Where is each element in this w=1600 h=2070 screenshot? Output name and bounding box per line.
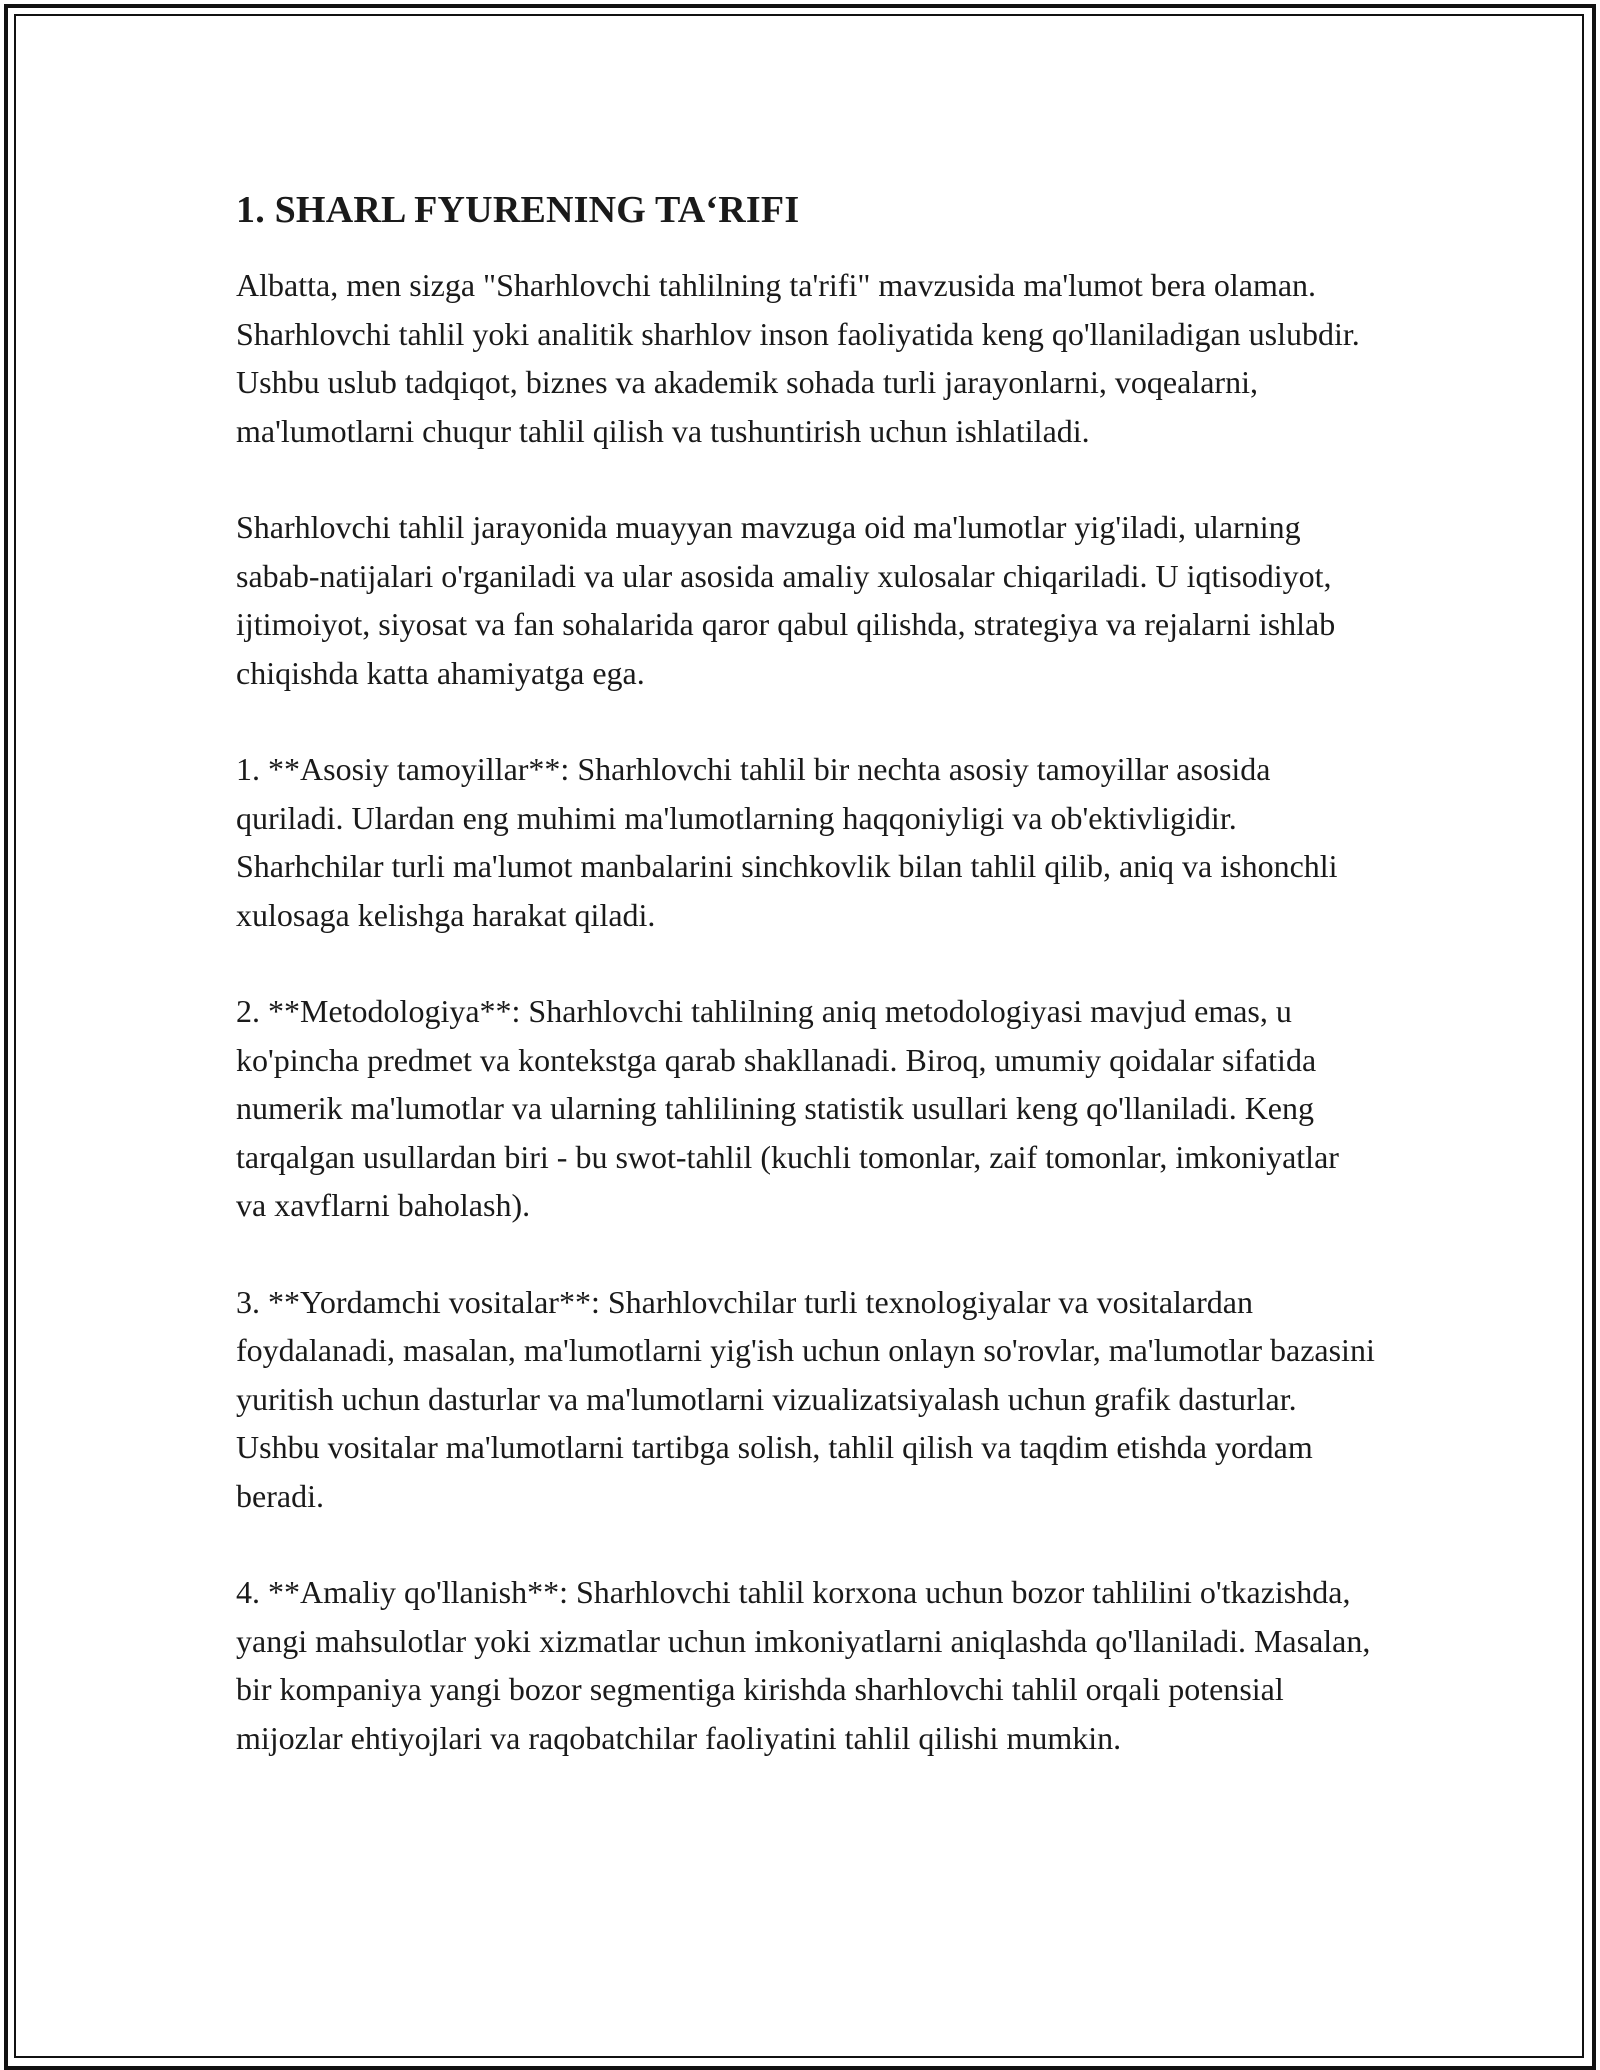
intro-paragraph: Albatta, men sizga "Sharhlovchi tahlilning ta'rifi" mavzusida ma'lumot bera olaman. Sharhlovchi tahlil yoki analitik sharhlov inson faoliyatida keng qo'llaniladigan uslubdir. Ushbu uslub tadqiqot, biznes va akademik sohada turli jarayonlarni, voqealarni, ma'lumotlarni chuqur tahlil qilish va tushuntirish uchun ishlatiladi. [236, 267, 1360, 449]
principles-paragraph: 1. **Asosiy tamoyillar**: Sharhlovchi tahlil bir nechta asosiy tamoyillar asosida quriladi. Ulardan eng muhimi ma'lumotlarning haqqoniyligi va ob'ektivligidir. Sharhchilar turli ma'lumot manbalarini sinchkovlik bilan tahlil qilib, aniq va ishonchli xulosaga kelishga harakat qiladi. [236, 751, 1338, 933]
page-title: 1. SHARL FYURENING TA‘RIFI [236, 189, 800, 231]
application-paragraph: 4. **Amaliy qo'llanish**: Sharhlovchi tahlil korxona uchun bozor tahlilini o'tkazishda, yangi mahsulotlar yoki xizmatlar uchun imkoniyatlarni aniqlashda qo'llaniladi. Masalan, bir kompaniya yangi bozor segmentiga kirishda sharhlovchi tahlil orqali potensial mijozlar ehtiyojlari va raqobatchilar faoliyatini tahlil qilishi mumkin. [236, 1574, 1371, 1756]
methodology-paragraph: 2. **Metodologiya**: Sharhlovchi tahlilning aniq metodologiyasi mavjud emas, u ko'pincha predmet va kontekstga qarab shakllanadi. Biroq, umumiy qoidalar sifatida numerik ma'lumotlar va ularning tahlilining statistik usullari keng qo'llaniladi. Keng tarqalgan usullardan biri - bu swot-tahlil (kuchli tomonlar, zaif tomonlar, imkoniyatlar va xavflarni baholash). [236, 993, 1339, 1223]
tools-paragraph: 3. **Yordamchi vositalar**: Sharhlovchilar turli texnologiyalar va vositalardan foydalanadi, masalan, ma'lumotlarni yig'ish uchun onlayn so'rovlar, ma'lumotlar bazasini yuritish uchun dasturlar va ma'lumotlarni vizualizatsiyalash uchun grafik dasturlar. Ushbu vositalar ma'lumotlarni tartibga solish, tahlil qilish va taqdim etishda yordam beradi. [236, 1283, 1375, 1514]
document-body [236, 185, 1376, 1810]
process-paragraph: Sharhlovchi tahlil jarayonida muayyan mavzuga oid ma'lumotlar yig'iladi, ularning sabab-natijalari o'rganiladi va ular asosida amaliy xulosalar chiqariladi. U iqtisodiyot, ijtimoiyot, siyosat va fan sohalarida qaror qabul qilishda, strategiya va rejalarni ishlab chiqishda katta ahamiyatga ega. [236, 509, 1336, 691]
